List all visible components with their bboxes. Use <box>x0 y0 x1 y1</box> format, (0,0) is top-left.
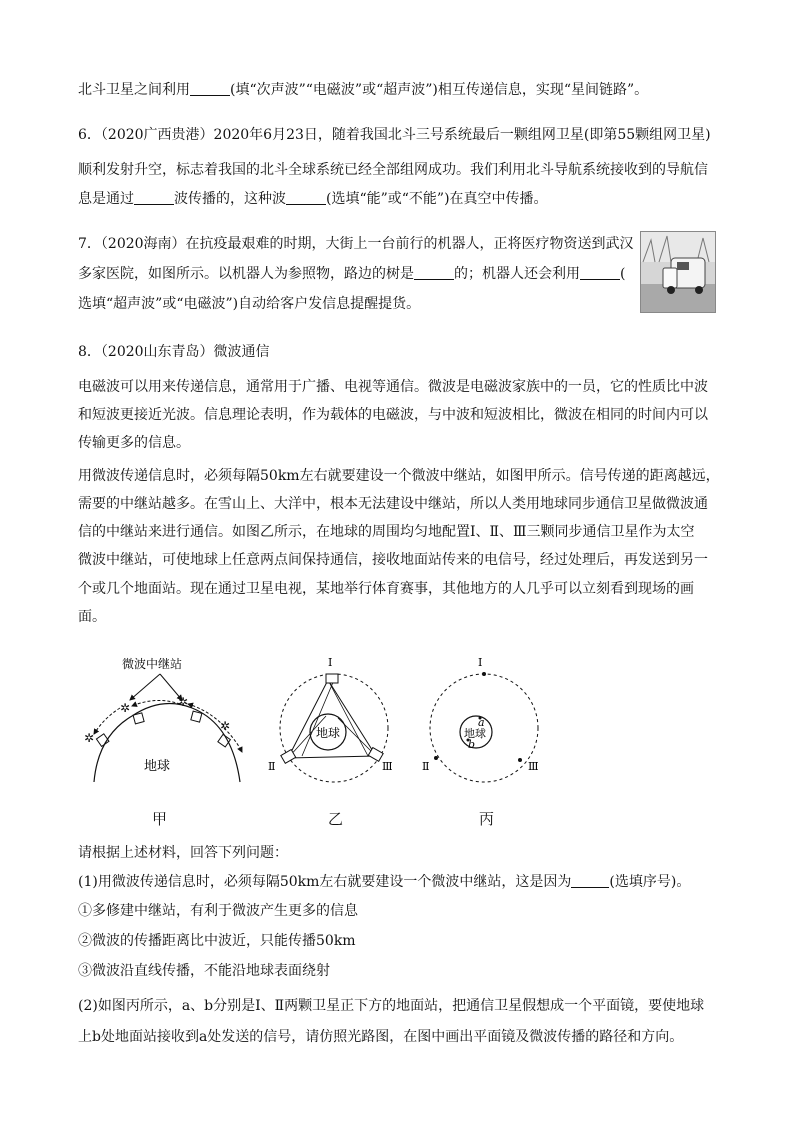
svg-text:✲: ✲ <box>120 701 131 715</box>
sub-question-1: (1)用微波传递信息时，必须每隔50km左右就要建设一个微波中继站，这是因为 (选填序号)。 <box>78 874 691 890</box>
earth-label: 地球 <box>316 726 341 740</box>
intro-line: 北斗卫星之间利用 (填“次声波”“电磁波”或“超声波”)相互传递信息，实现“星间链路”。 <box>78 82 649 98</box>
satellite-3-label: Ⅲ <box>528 760 539 773</box>
material-line-9: 面。 <box>78 609 106 625</box>
option-3: ③微波沿直线传播，不能沿地球表面绕射 <box>78 963 330 979</box>
station-a-label: a <box>478 716 485 729</box>
answer-blank[interactable] <box>190 80 230 96</box>
material-line-7: 微波中继站，可使地球上任意两点间保持通信，接收地面站传来的电信号，经过处理后，再发送到另一 <box>78 552 708 568</box>
caption-jia: 甲 <box>152 810 168 828</box>
figure-jia <box>72 656 256 796</box>
q6-line-1: 6．（2020广西贵港）2020年6月23日，随着我国北斗三号系统最后一颗组网卫星(即第55颗组网卫星) <box>78 127 711 143</box>
option-1: ①多修建中继站，有利于微波产生更多的信息 <box>78 903 358 919</box>
svg-text:✲: ✲ <box>220 719 231 733</box>
svg-text:✲: ✲ <box>178 695 189 709</box>
earth-label: 地球 <box>144 759 171 774</box>
material-line-6: 信的中继站来进行通信。如图乙所示，在地球的周围均匀地配置Ⅰ、Ⅱ、Ⅲ三颗同步通信卫星作为太空 <box>78 524 695 540</box>
option-2: ②微波的传播距离比中波近，只能传播50km <box>78 933 356 949</box>
figure-yi <box>268 656 404 796</box>
answer-blank[interactable] <box>571 872 609 888</box>
satellite-2-label: Ⅱ <box>422 760 430 773</box>
figure-bing <box>418 656 554 796</box>
satellite-2-label: Ⅱ <box>268 760 276 773</box>
q8-title: 8．（2020山东青岛）微波通信 <box>78 344 270 360</box>
material-line-5: 需要的中继站越多。在雪山上、大洋中，根本无法建设中继站，所以人类用地球同步通信卫星做微波通 <box>78 496 708 512</box>
ask-line: 请根据上述材料，回答下列问题： <box>78 845 288 861</box>
material-line-8: 个或几个地面站。现在通过卫星电视，某地举行体育赛事，其他地方的人几乎可以立刻看到现场的画 <box>78 581 694 597</box>
satellite-1-label: Ⅰ <box>328 656 333 669</box>
satellite-2-point <box>434 756 438 760</box>
q6-line-3: 息是通过 波传播的，这种波 (选填“能”或“不能”)在真空中传播。 <box>78 191 548 207</box>
answer-blank[interactable] <box>134 189 174 205</box>
q6-line-2: 顺利发射升空，标志着我国的北斗全球系统已经全部组网成功。我们利用北斗导航系统接收到的导航信 <box>78 162 708 178</box>
earth-label: 地球 <box>464 727 486 740</box>
material-line-1: 电磁波可以用来传递信息，通常用于广播、电视等通信。微波是电磁波家族中的一员，它的性质比中波 <box>78 379 708 395</box>
q7-line-1: 7．（2020海南）在抗疫最艰难的时期，大街上一台前行的机器人，正将医疗物资送到武汉 <box>78 236 634 252</box>
q7-line-3: 选填“超声波”或“电磁波”)自动给客户发信息提醒提货。 <box>78 296 421 312</box>
satellite-1-point <box>482 672 486 676</box>
sub-question-2-line-1: (2)如图丙所示，a、b分别是Ⅰ、Ⅱ两颗卫星正下方的地面站，把通信卫星假想成一个平面镜，要使地球 <box>78 998 705 1014</box>
material-line-2: 和短波更接近光波。信息理论表明，作为载体的电磁波，与中波和短波相比，微波在相同的时间内可以 <box>78 407 708 423</box>
caption-bing: 丙 <box>479 810 495 828</box>
material-line-3: 传输更多的信息。 <box>78 435 190 451</box>
relay-station-label: 微波中继站 <box>122 657 183 671</box>
caption-yi: 乙 <box>328 810 344 828</box>
svg-text:✲: ✲ <box>84 731 95 745</box>
station-b-label: b <box>468 738 476 751</box>
answer-blank[interactable] <box>580 264 620 280</box>
satellite-1-label: Ⅰ <box>478 656 483 669</box>
robot-photo <box>640 231 716 313</box>
material-line-4: 用微波传递信息时，必须每隔50km左右就要建设一个微波中继站，如图甲所示。信号传递的距离越远， <box>78 468 720 484</box>
satellite-3-point <box>518 758 522 762</box>
satellite-3-label: Ⅲ <box>382 760 393 773</box>
q7-line-2: 多家医院，如图所示。以机器人为参照物，路边的树是 的；机器人还会利用 ( <box>78 266 626 282</box>
answer-blank[interactable] <box>286 189 326 205</box>
sub-question-2-line-2: 上b处地面站接收到a处发送的信号，请仿照光路图，在图中画出平面镜及微波传播的路径和方向。 <box>78 1029 684 1045</box>
answer-blank[interactable] <box>414 264 454 280</box>
